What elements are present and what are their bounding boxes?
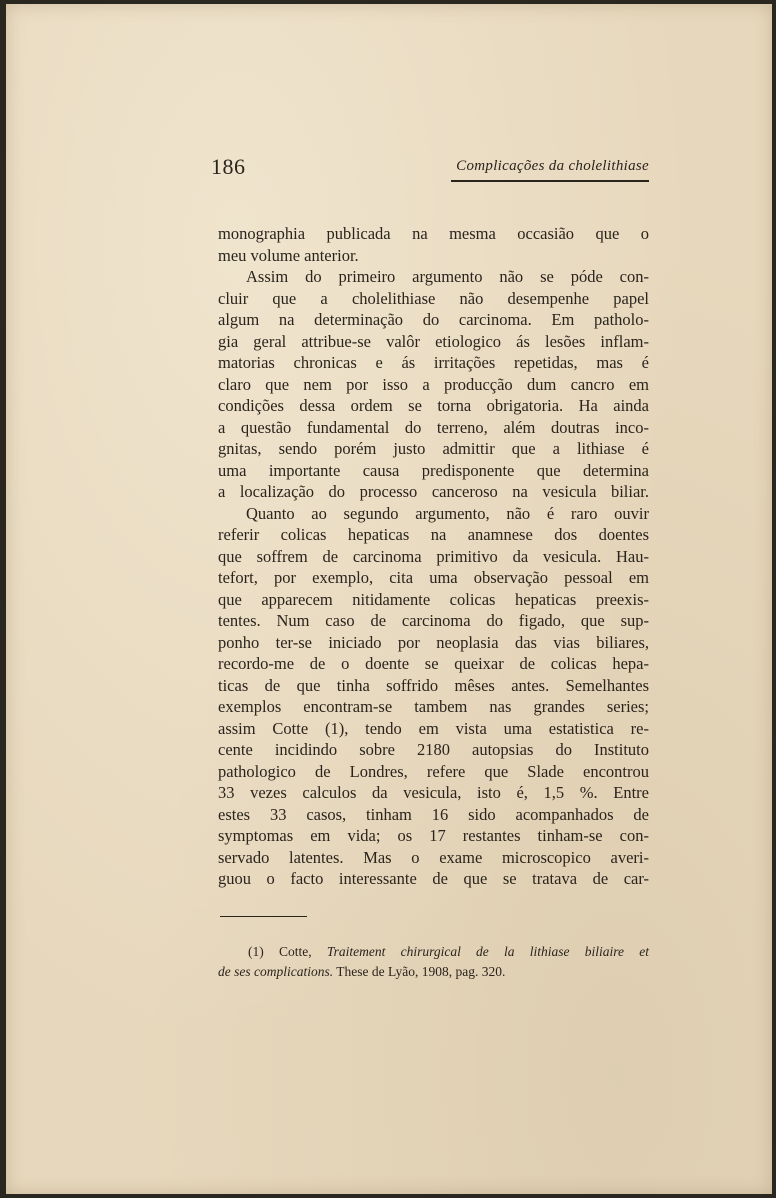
running-head: Complicações da cholelithiase — [456, 158, 649, 174]
text-line: ponho ter-se iniciado por neoplasia das vias biliares, — [218, 632, 649, 652]
body-text — [218, 223, 649, 890]
text-line: uma importante causa predisponente que determina — [218, 460, 649, 480]
text-line: matorias chronicas e ás irritações repetidas, mas é — [218, 353, 649, 372]
text-line: tentes. Num caso de carcinoma do figado, que sup- — [218, 611, 649, 630]
footnote-marker-author: (1) Cotte, — [248, 944, 327, 959]
text-line: claro que nem por isso a producção dum cancro em — [218, 374, 649, 394]
text-line: Quanto ao segundo argumento, não é raro ouvir — [246, 503, 649, 523]
text-line: monographia publicada na mesma occasião que o — [218, 224, 649, 243]
footnote-line — [218, 962, 649, 982]
text-line: a questão fundamental do terreno, além doutras inco- — [218, 417, 649, 437]
footnote-title-cont: de ses complications. — [218, 964, 334, 979]
text-line: cluir que a cholelithiase não desempenhe papel — [218, 288, 649, 308]
running-head-rule — [451, 180, 649, 182]
footnote — [218, 942, 649, 982]
footnote-title: Traitement chirurgical de la lithiase biliaire et — [326, 944, 649, 959]
text-line: gnitas, sendo porém justo admittir que a lithiase é — [218, 439, 649, 458]
text-line: que apparecem nitidamente colicas hepaticas preexis- — [218, 589, 649, 609]
page-content — [6, 4, 772, 1194]
text-line: condições dessa ordem se torna obrigatoria. Ha ainda — [218, 396, 649, 415]
text-line: referir colicas hepaticas na anamnese dos doentes — [218, 525, 649, 544]
text-line: gia geral attribue-se valôr etiologico ás lesões inflam- — [218, 331, 649, 351]
page-number: 186 — [211, 154, 246, 179]
text-line: a localização do processo canceroso na vesicula biliar. — [218, 482, 649, 501]
text-line: recordo-me de o doente se queixar de colicas hepa- — [218, 654, 649, 673]
text-line: guou o facto interessante de que se tratava de car- — [218, 869, 649, 888]
footnote-line — [218, 942, 649, 962]
text-line: 33 vezes calculos da vesicula, isto é, 1,5 %. Entre — [218, 783, 649, 802]
text-line: ticas de que tinha soffrido mêses antes. Semelhantes — [218, 675, 649, 695]
text-line: servado latentes. Mas o exame microscopico averi- — [218, 847, 649, 867]
text-line: symptomas em vida; os 17 restantes tinham-se con- — [218, 826, 649, 845]
footnote-rule — [220, 916, 307, 917]
text-line: tefort, por exemplo, cita uma observação pessoal em — [218, 568, 649, 587]
text-line: assim Cotte (1), tendo em vista uma estatistica re- — [218, 718, 649, 738]
text-line: Assim do primeiro argumento não se póde con- — [246, 267, 649, 286]
text-line: pathologico de Londres, refere que Slade encontrou — [218, 761, 649, 781]
text-line: exemplos encontram-se tambem nas grandes series; — [218, 697, 649, 716]
text-line: que soffrem de carcinoma primitivo da vesicula. Hau- — [218, 546, 649, 566]
text-line: estes 33 casos, tinham 16 sido acompanhados de — [218, 804, 649, 824]
text-line: cente incidindo sobre 2180 autopsias do Instituto — [218, 740, 649, 759]
text-line: algum na determinação do carcinoma. Em patholo- — [218, 310, 649, 329]
book-page — [6, 4, 772, 1194]
text-line: meu volume anterior. — [218, 245, 359, 265]
footnote-citation: These de Lyão, 1908, pag. 320. — [333, 964, 506, 979]
page-header — [211, 154, 649, 184]
